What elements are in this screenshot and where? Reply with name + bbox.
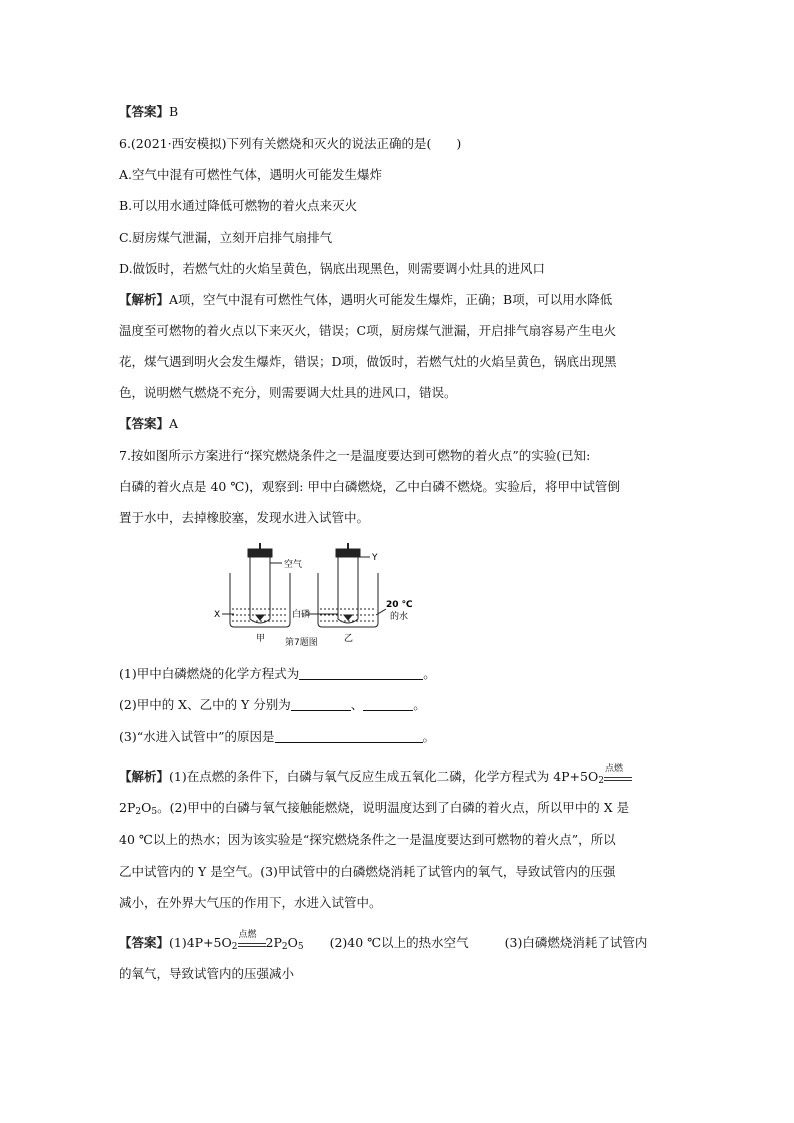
- formula-part: (1)4P+5O: [169, 935, 232, 950]
- analysis-7-line-4: 乙中试管内的 Y 是空气。(3)甲试管中的白磷燃烧消耗了试管内的氧气，导致试管内的压强: [119, 864, 616, 879]
- answer-blank: [299, 667, 423, 680]
- option-c: C.厨房煤气泄漏，立刻开启排气扇排气: [119, 230, 333, 245]
- answer-tag: 【答案】: [119, 935, 170, 950]
- label-y: Y: [372, 553, 378, 563]
- label-temperature: 20 ℃: [386, 600, 413, 610]
- answer-blank: [275, 730, 423, 743]
- separator: 、: [350, 697, 364, 712]
- answer-7-line-1: 【答案】$(1)4P+5O_2$ 点燃 $2P_2O_5$ (2)40 ℃以上的热水空气 (3)白磷燃烧消耗了试管内: [119, 935, 647, 951]
- analysis-tag: 【解析】: [119, 769, 170, 784]
- period: 。: [423, 666, 436, 681]
- analysis-6-line-1: [119, 292, 612, 308]
- experiment-diagram: [210, 543, 470, 647]
- option-d: D.做饭时，若燃气灶的火焰呈黄色，锅底出现黑色，则需要调小灶具的进风口: [119, 261, 546, 276]
- analysis-6-line-2: 温度至可燃物的着火点以下来灭火，错误；C项，厨房煤气泄漏，开启排气扇容易产生电火: [119, 323, 617, 338]
- experiment-figure: [210, 543, 470, 647]
- answer-7-line-2: 的氧气，导致试管内的压强减小: [119, 966, 295, 981]
- analysis-6-line-3: 花，煤气遇到明火会发生爆炸，错误；D项，做饭时，若燃气灶的火焰呈黄色，锅底出现黑: [119, 354, 617, 369]
- analysis-7-line-3: 40 ℃以上的热水；因为该实验是“探究燃烧条件之一是温度要达到可燃物的着火点”，所以: [119, 832, 616, 847]
- question-7-line-1: 7.按如图所示方案进行“探究燃烧条件之一是温度要达到可燃物的着火点”的实验(已知:: [119, 448, 591, 463]
- question-6-stem: 6.(2021·西安模拟)下列有关燃烧和灭火的说法正确的是( ): [119, 136, 462, 151]
- answer-5: [119, 104, 178, 120]
- condition-label: 点燃: [604, 764, 623, 774]
- analysis-7-line-1: 【解析】(1)在点燃的条件下，白磷与氧气反应生成五氧化二磷，化学方程式为 $4P+5O_2$ 点燃: [119, 769, 632, 785]
- option-b: B.可以用水通过降低可燃物的着火点来灭火: [119, 198, 358, 213]
- sub-question-text: (2)甲中的 X、乙中的 Y 分别为: [119, 697, 291, 712]
- label-jia: 甲: [256, 634, 266, 644]
- reaction-condition: [238, 930, 266, 949]
- label-water: 的水: [390, 612, 409, 622]
- answer-6: [119, 416, 178, 432]
- analysis-7-line-2: $2P_2O_5$。(2)甲中的白磷与氧气接触能燃烧，说明温度达到了白磷的着火点，所以甲中的 X 是: [119, 800, 630, 817]
- analysis-text: 。(2)甲中的白磷与氧气接触能燃烧，说明温度达到了白磷的着火点，所以甲中的 X 是: [157, 800, 630, 815]
- label-white-phosphorus: 白磷: [292, 610, 311, 620]
- period: 。: [422, 729, 436, 744]
- sub-question-3: [119, 729, 435, 745]
- option-a: A.空气中混有可燃性气体，遇明火可能发生爆炸: [119, 167, 383, 182]
- question-7-line-3: 置于水中，去掉橡胶塞，发现水进入试管中。: [119, 510, 370, 525]
- formula-part: O: [141, 800, 152, 815]
- reaction-condition: [604, 764, 632, 783]
- beaker-jia: [230, 543, 290, 627]
- analysis-text: A项，空气中混有可燃性气体，遇明火可能发生爆炸，正确；B项，可以用水降低: [169, 292, 613, 307]
- sub-question-1: [119, 666, 436, 682]
- analysis-text: (1)在点燃的条件下，白磷与氧气反应生成五氧化二磷，化学方程式为 4P+5O: [169, 769, 599, 784]
- sub-question-text: (1)甲中白磷燃烧的化学方程式为: [119, 666, 300, 681]
- analysis-6-line-4: 色，说明燃气燃烧不充分，则需要调大灶具的进风口，错误。: [119, 385, 457, 400]
- answer-value: B: [169, 104, 179, 119]
- sub-question-2: [119, 697, 426, 713]
- answer-part-2: (2)40 ℃以上的热水空气: [329, 935, 469, 950]
- answer-blank: [291, 698, 351, 711]
- label-x: X: [214, 610, 221, 620]
- period: 。: [413, 697, 426, 712]
- answer-value: A: [169, 416, 179, 431]
- formula-part: O: [287, 935, 298, 950]
- figure-caption: 第7题图: [285, 638, 318, 648]
- analysis-7-line-5: 减小，在外界大气压的作用下，水进入试管中。: [119, 895, 382, 910]
- label-air: 空气: [284, 560, 303, 570]
- formula-part: 2P: [119, 800, 136, 815]
- condition-label: 点燃: [238, 930, 257, 940]
- analysis-tag: 【解析】: [119, 292, 170, 307]
- label-yi: 乙: [344, 634, 354, 644]
- answer-blank: [363, 698, 413, 711]
- sub-question-text: (3)“水进入试管中”的原因是: [119, 729, 275, 744]
- answer-part-3: (3)白磷燃烧消耗了试管内: [504, 935, 648, 950]
- answer-tag: 【答案】: [119, 104, 170, 119]
- answer-tag: 【答案】: [119, 416, 170, 431]
- formula-part: 2P: [265, 935, 282, 950]
- question-7-line-2: 白磷的着火点是 40 ℃)，观察到: 甲中白磷燃烧，乙中白磷不燃烧。实验后，将甲中试管倒: [119, 479, 620, 494]
